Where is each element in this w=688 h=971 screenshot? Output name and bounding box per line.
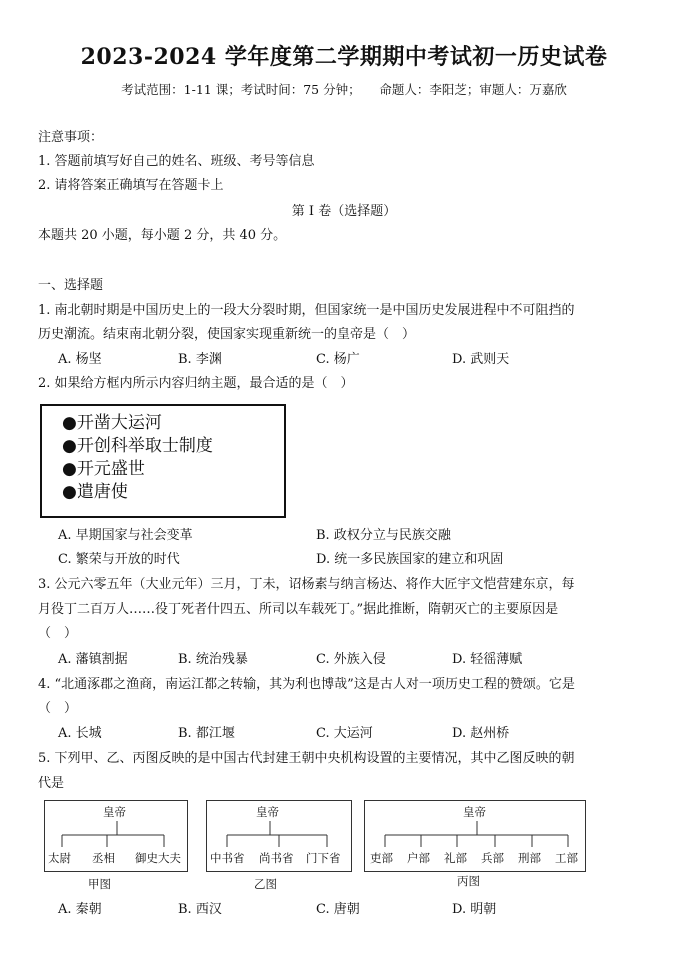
diagram-jia-node: 丞相 bbox=[92, 851, 115, 865]
question-4-option-c[interactable]: C. 大运河 bbox=[316, 726, 373, 741]
diagram-jia-node: 御史大夫 bbox=[135, 851, 181, 865]
question-1-option-c[interactable]: C. 杨广 bbox=[316, 352, 360, 367]
question-4-option-a[interactable]: A. 长城 bbox=[58, 726, 102, 741]
question-1-option-b[interactable]: B. 李渊 bbox=[178, 352, 222, 367]
diagram-bing-top: 皇帝 bbox=[463, 805, 486, 819]
part-title: 第 I 卷（选择题） bbox=[291, 204, 397, 219]
diagram-yi-node: 门下省 bbox=[306, 851, 341, 865]
question-5-option-d[interactable]: D. 明朝 bbox=[452, 902, 497, 917]
question-2-option-d[interactable]: D. 统一多民族国家的建立和巩固 bbox=[316, 552, 504, 567]
question-1-option-d[interactable]: D. 武则天 bbox=[452, 352, 510, 367]
section-title: 一、选择题 bbox=[38, 278, 104, 293]
question-1-option-a[interactable]: A. 杨坚 bbox=[58, 352, 102, 367]
question-4-option-d[interactable]: D. 赵州桥 bbox=[452, 726, 510, 741]
diagram-yi-caption: 乙图 bbox=[254, 877, 277, 891]
question-4-line: 4. “北通涿郡之渔商，南运江都之转输，其为利也博哉”这是古人对一项历史工程的赞颂。它是 bbox=[38, 677, 575, 692]
question-3-option-c[interactable]: C. 外族入侵 bbox=[316, 652, 386, 667]
diagram-yi-node: 中书省 bbox=[210, 851, 245, 865]
notice-item: 2. 请将答案正确填写在答题卡上 bbox=[38, 178, 224, 193]
question-5-option-b[interactable]: B. 西汉 bbox=[178, 902, 222, 917]
diagram-yi bbox=[206, 800, 352, 872]
exam-title: 2023-2024 学年度第二学期期中考试初一历史试卷 bbox=[80, 44, 608, 70]
box-item: ●开元盛世 bbox=[62, 459, 145, 479]
diagram-bing-caption: 丙图 bbox=[457, 874, 480, 888]
diagram-bing-node: 兵部 bbox=[481, 851, 504, 865]
question-5-option-c[interactable]: C. 唐朝 bbox=[316, 902, 360, 917]
diagram-bing-node: 户部 bbox=[407, 851, 430, 865]
question-2-content-box bbox=[40, 404, 286, 518]
diagram-bing-node: 刑部 bbox=[518, 851, 541, 865]
diagram-jia-node: 太尉 bbox=[48, 851, 71, 865]
question-1-line: 历史潮流。结束南北朝分裂，使国家实现重新统一的皇帝是（ ） bbox=[38, 327, 416, 342]
question-5-option-a[interactable]: A. 秦朝 bbox=[58, 902, 102, 917]
box-item: ●开创科举取士制度 bbox=[62, 436, 213, 456]
diagram-jia-caption: 甲图 bbox=[88, 877, 111, 891]
question-2-line: 2. 如果给方框内所示内容归纳主题，最合适的是（ ） bbox=[38, 376, 354, 391]
question-4-line: （ ） bbox=[38, 701, 78, 716]
box-item: ●遣唐使 bbox=[62, 482, 128, 502]
question-3-line: 3. 公元六零五年（大业元年）三月，丁未，诏杨素与纳言杨达、将作大匠宇文恺营建东京，每 bbox=[38, 577, 575, 592]
question-2-option-a[interactable]: A. 早期国家与社会变革 bbox=[58, 528, 193, 543]
diagram-jia bbox=[44, 800, 188, 872]
notice-item: 1. 答题前填写好自己的姓名、班级、考号等信息 bbox=[38, 154, 315, 169]
diagram-bing bbox=[364, 800, 586, 872]
diagram-yi-top: 皇帝 bbox=[256, 805, 279, 819]
question-2-option-c[interactable]: C. 繁荣与开放的时代 bbox=[58, 552, 180, 567]
question-3-option-d[interactable]: D. 轻徭薄赋 bbox=[452, 652, 523, 667]
exam-subtitle: 考试范围：1-11 课；考试时间：75 分钟； 命题人：李阳芝；审题人：万嘉欣 bbox=[121, 82, 567, 97]
diagram-bing-node: 工部 bbox=[555, 851, 578, 865]
notice-heading: 注意事项： bbox=[38, 130, 104, 145]
question-5-line: 代是 bbox=[38, 776, 65, 791]
box-item: ●开凿大运河 bbox=[62, 413, 162, 433]
question-3-line: （ ） bbox=[38, 626, 78, 641]
diagram-bing-node: 礼部 bbox=[444, 851, 467, 865]
question-4-option-b[interactable]: B. 都江堰 bbox=[178, 726, 235, 741]
question-5-line: 5. 下列甲、乙、丙图反映的是中国古代封建王朝中央机构设置的主要情况，其中乙图反映的朝 bbox=[38, 751, 575, 766]
question-1-line: 1. 南北朝时期是中国历史上的一段大分裂时期，但国家统一是中国历史发展进程中不可阻挡的 bbox=[38, 303, 575, 318]
question-3-option-a[interactable]: A. 藩镇割据 bbox=[58, 652, 128, 667]
question-2-option-b[interactable]: B. 政权分立与民族交融 bbox=[316, 528, 451, 543]
part-description: 本题共 20 小题，每小题 2 分，共 40 分。 bbox=[38, 228, 287, 243]
diagram-bing-node: 吏部 bbox=[370, 851, 393, 865]
diagram-yi-node: 尚书省 bbox=[259, 851, 294, 865]
question-3-option-b[interactable]: B. 统治残暴 bbox=[178, 652, 248, 667]
diagram-jia-top: 皇帝 bbox=[103, 805, 126, 819]
question-3-line: 月役丁二百万人……役丁死者什四五、所司以车载死丁。”据此推断，隋朝灭亡的主要原因是 bbox=[38, 602, 559, 617]
